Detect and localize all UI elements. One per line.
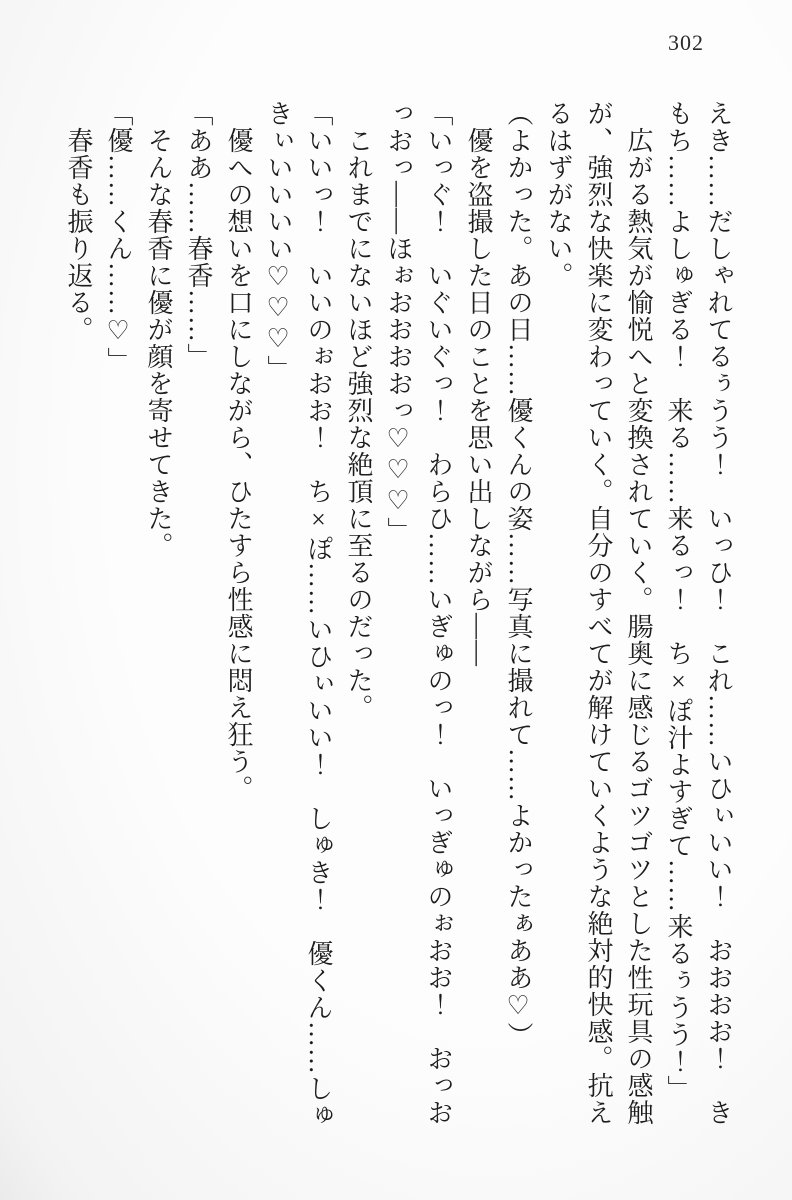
text-line-6: （よかった。あの日……優くんの姿……写真に撮れて……よかったぁああ♡） — [504, 100, 533, 1049]
text-line-5: るはずがない。 — [544, 100, 573, 289]
text-line-16: 「優……くん……♡」 — [104, 100, 133, 374]
text-line-3: 広がる熱気が愉悦へと変換されていく。腸奥に感じるゴツゴツとした性玩具の感触 — [624, 127, 653, 1126]
text-line-15: そんな春香に優が顔を寄せてきた。 — [144, 127, 173, 559]
text-line-4: が、強烈な快楽に変わっていく。自分のすべてが解けていくような絶対的快感。抗え — [584, 100, 613, 1126]
page-number: 302 — [668, 30, 704, 55]
text-line-17: 春香も振り返る。 — [64, 127, 93, 343]
text-line-10: これまでにないほど強烈な絶頂に至るのだった。 — [344, 127, 373, 721]
text-line-9: っおっ——ほぉおおおおっ♡♡♡」 — [384, 100, 413, 544]
text-line-13: 優への想いを口にしながら、ひたすら性感に悶え狂う。 — [224, 127, 253, 802]
text-line-14: 「ああ……春香……」 — [184, 100, 213, 370]
text-line-12: きぃいいいい♡♡♡」 — [264, 100, 293, 382]
text-line-1: えき……だしゃれてるぅうう！ いっひ！ これ……いひぃいい！ おおおお！ き — [704, 100, 733, 1126]
novel-text-block — [58, 100, 738, 1156]
text-line-7: 優を盗撮した日のことを思い出しながら—— — [464, 127, 493, 667]
text-line-11: 「いいっ！ いいのぉおお！ ち×ぽ……いひぃいい！ しゅき！ 優くん……しゅ — [304, 100, 333, 1129]
text-line-8: 「いっぐ！ いぐいぐっ！ わらひ……いぎゅのっ！ いっぎゅのぉおお！ おっお — [424, 100, 453, 1126]
text-line-2: もち……よしゅぎる！ 来る……来るっ！ ち×ぽ汁よすぎて……来るぅうう！」 — [664, 100, 693, 1102]
